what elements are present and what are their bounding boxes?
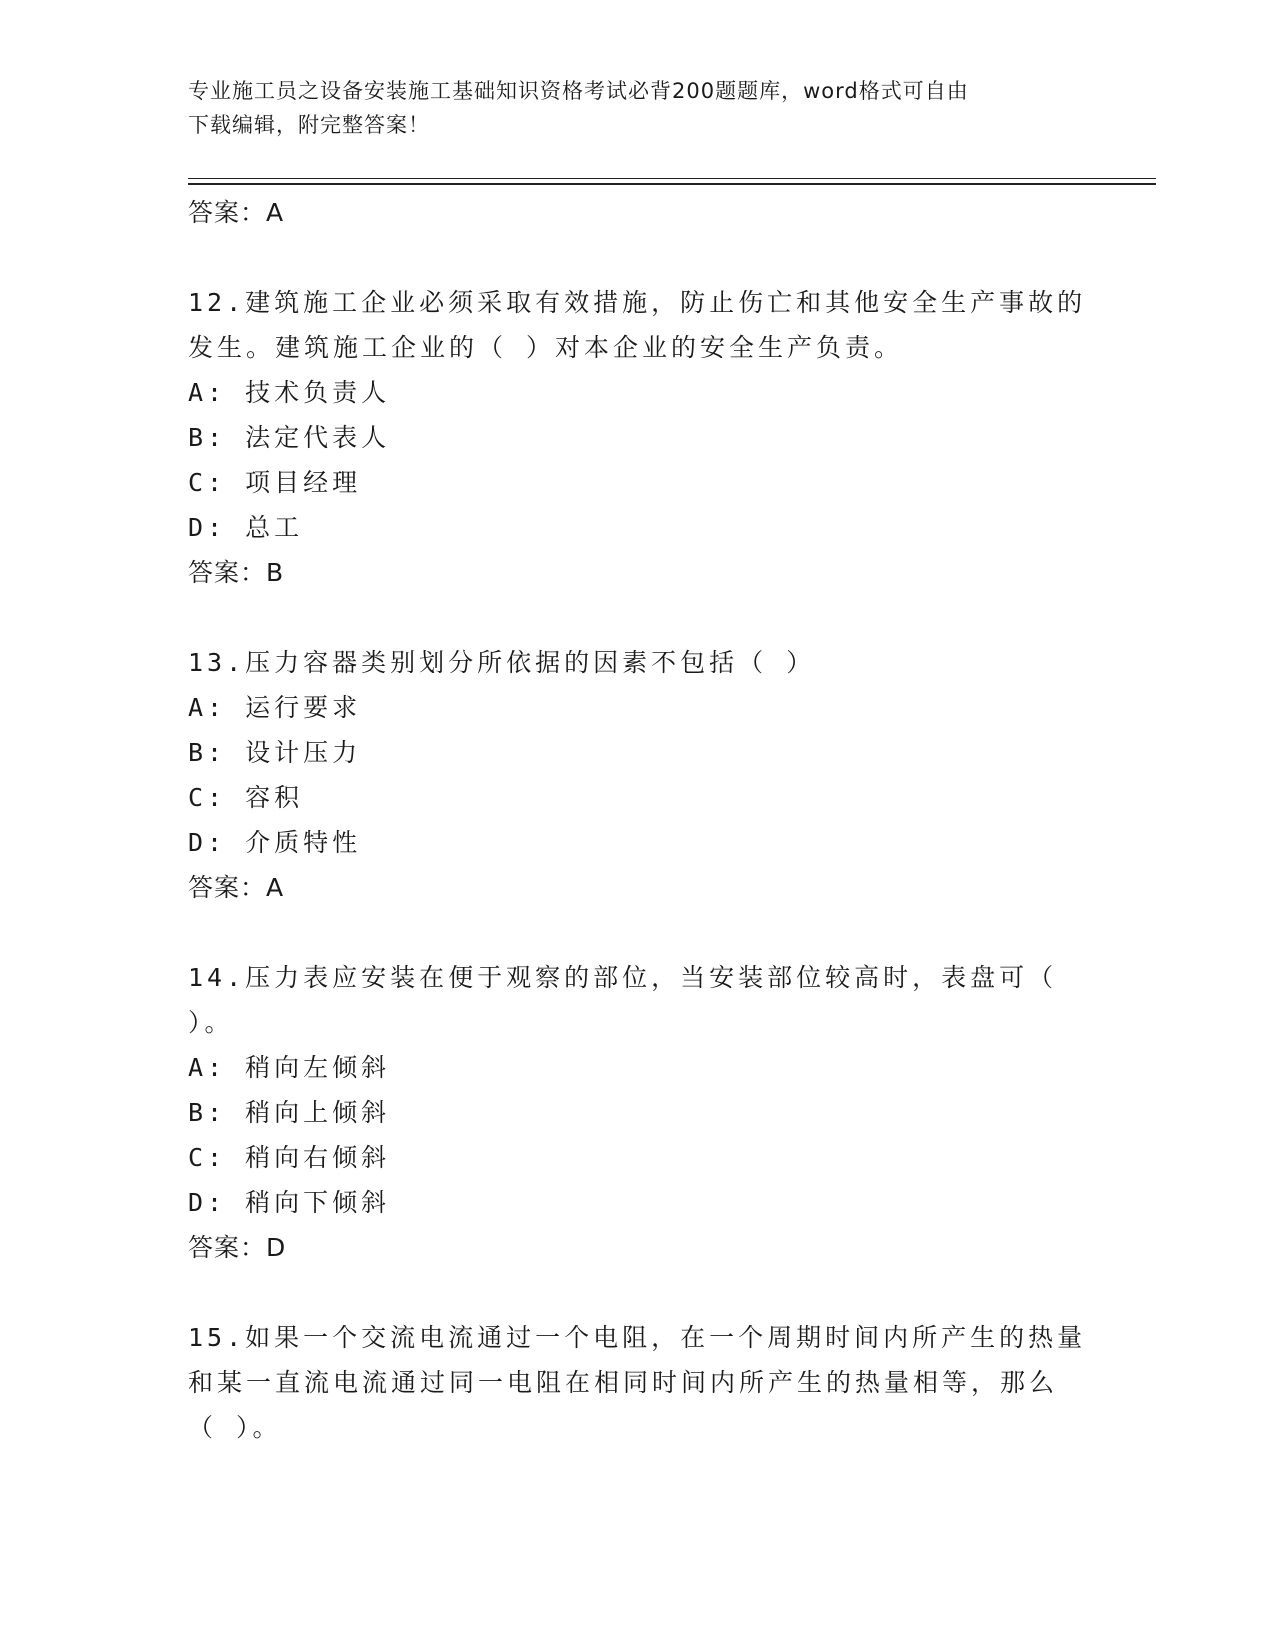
option-c: C: 稍向右倾斜 <box>188 1143 391 1172</box>
option-b: B: 稍向上倾斜 <box>188 1098 391 1127</box>
question-13 <box>188 640 1088 910</box>
header-divider <box>188 183 1156 185</box>
document-header <box>188 74 1088 142</box>
option-a: A: 技术负责人 <box>188 378 391 407</box>
question-text: 14.压力表应安装在便于观察的部位，当安装部位较高时，表盘可（ <box>188 963 1058 992</box>
option-d: D: 介质特性 <box>188 828 362 857</box>
header-line: 下载编辑，附完整答案！ <box>188 113 430 137</box>
question-text: 和某一直流电流通过同一电阻在相同时间内所产生的热量相等，那么 <box>188 1368 1059 1397</box>
question-text: （ ）。 <box>188 1413 282 1442</box>
question-14 <box>188 955 1088 1270</box>
question-12 <box>188 280 1088 595</box>
option-b: B: 设计压力 <box>188 738 362 767</box>
question-15 <box>188 1315 1088 1450</box>
option-b: B: 法定代表人 <box>188 423 391 452</box>
question-text: 发生。建筑施工企业的（ ）对本企业的安全生产负责。 <box>188 333 904 362</box>
option-c: C: 项目经理 <box>188 468 362 497</box>
option-d: D: 总工 <box>188 513 304 542</box>
header-divider <box>188 178 1156 179</box>
answer-line: 答案：B <box>188 558 285 587</box>
answer-line: 答案：A <box>188 198 285 227</box>
answer-line: 答案：A <box>188 873 285 902</box>
question-text: ）。 <box>188 1008 234 1037</box>
option-d: D: 稍向下倾斜 <box>188 1188 391 1217</box>
option-c: C: 容积 <box>188 783 304 812</box>
answer-line: 答案：D <box>188 1233 287 1262</box>
question-text: 15.如果一个交流电流通过一个电阻，在一个周期时间内所产生的热量 <box>188 1323 1087 1352</box>
option-a: A: 运行要求 <box>188 693 362 722</box>
question-text: 13.压力容器类别划分所依据的因素不包括（ ） <box>188 648 816 677</box>
header-line: 专业施工员之设备安装施工基础知识资格考试必背200题题库，word格式可自由 <box>188 79 969 103</box>
question-list <box>188 190 1088 1450</box>
option-a: A: 稍向左倾斜 <box>188 1053 391 1082</box>
question-text: 12.建筑施工企业必须采取有效措施，防止伤亡和其他安全生产事故的 <box>188 288 1087 317</box>
